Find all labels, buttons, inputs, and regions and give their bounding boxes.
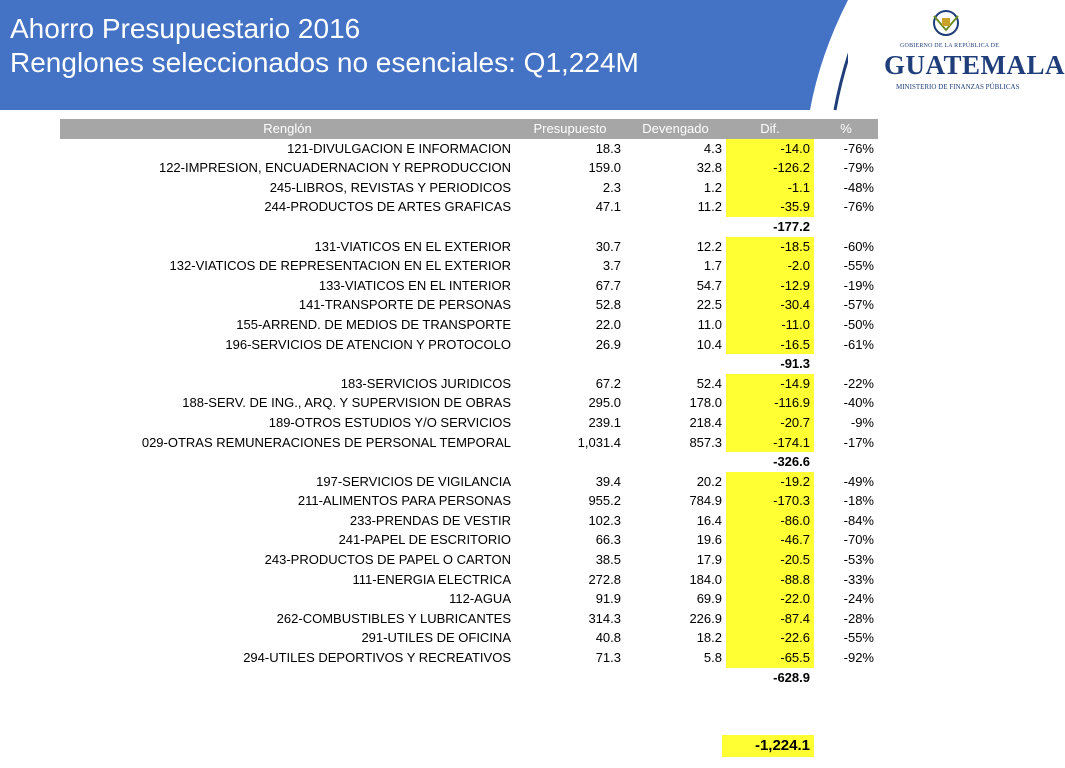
grand-total: -1,224.1	[722, 735, 814, 757]
empty-cell	[625, 668, 726, 688]
empty-cell	[625, 452, 726, 472]
cell-presupuesto: 3.7	[602, 258, 621, 274]
cell-porcentaje: -79%	[843, 160, 874, 176]
cell-presupuesto: 67.2	[595, 375, 621, 391]
cell-diferencia: -20.7	[726, 413, 814, 433]
table-row	[60, 374, 878, 394]
table-row	[60, 491, 878, 511]
table-header-row	[60, 119, 878, 139]
cell-presupuesto: 102.3	[588, 512, 621, 528]
table-row	[60, 433, 878, 453]
cell-renglon: 183-SERVICIOS JURIDICOS	[340, 375, 511, 391]
cell-diferencia: -11.0	[726, 315, 814, 335]
cell-porcentaje: -55%	[843, 258, 874, 274]
cell-presupuesto: 314.3	[588, 610, 621, 626]
table-row	[60, 570, 878, 590]
cell-renglon: 112-AGUA	[449, 591, 511, 607]
cell-renglon: 291-UTILES DE OFICINA	[361, 630, 511, 646]
empty-cell	[60, 668, 515, 688]
cell-devengado: 32.8	[696, 160, 722, 176]
cell-presupuesto: 91.9	[595, 591, 621, 607]
subtotal-row	[60, 354, 878, 374]
cell-renglon: 132-VIATICOS DE REPRESENTACION EN EL EXTERIOR	[169, 258, 511, 274]
cell-diferencia: -16.5	[726, 335, 814, 355]
cell-renglon: 188-SERV. DE ING., ARQ. Y SUPERVISION DE OBRAS	[182, 395, 511, 411]
cell-devengado: 784.9	[689, 493, 722, 509]
cell-porcentaje: -49%	[843, 473, 874, 489]
cell-devengado: 11.2	[697, 199, 722, 215]
cell-renglon: 133-VIATICOS EN EL INTERIOR	[318, 277, 511, 293]
cell-presupuesto: 272.8	[588, 571, 621, 587]
cell-renglon: 245-LIBROS, REVISTAS Y PERIODICOS	[269, 179, 511, 195]
table-row	[60, 197, 878, 217]
cell-devengado: 10.4	[696, 336, 722, 352]
cell-diferencia: -19.2	[726, 472, 814, 492]
cell-porcentaje: -19%	[843, 277, 874, 293]
table-row	[60, 413, 878, 433]
cell-renglon: 029-OTRAS REMUNERACIONES DE PERSONAL TEMPORAL	[141, 434, 511, 450]
cell-presupuesto: 295.0	[588, 395, 621, 411]
cell-porcentaje: -55%	[843, 630, 874, 646]
cell-renglon: 111-ENERGIA ELECTRICA	[352, 571, 511, 587]
cell-devengado: 20.2	[696, 473, 722, 489]
column-header-presupuesto: Presupuesto	[515, 119, 625, 139]
cell-porcentaje: -53%	[843, 552, 874, 568]
cell-presupuesto: 52.8	[595, 297, 621, 313]
cell-diferencia: -22.0	[726, 589, 814, 609]
cell-renglon: 196-SERVICIOS DE ATENCION Y PROTOCOLO	[225, 336, 511, 352]
cell-porcentaje: -76%	[843, 199, 874, 215]
empty-cell	[60, 217, 515, 237]
cell-presupuesto: 239.1	[588, 414, 621, 430]
cell-presupuesto: 66.3	[595, 532, 621, 548]
cell-diferencia: -14.9	[726, 374, 814, 394]
cell-porcentaje: -22%	[843, 375, 874, 391]
table-row	[60, 237, 878, 257]
cell-devengado: 1.7	[703, 258, 722, 274]
table-body	[60, 139, 878, 688]
cell-diferencia: -116.9	[726, 393, 814, 413]
cell-presupuesto: 1,031.4	[577, 434, 621, 450]
table-row	[60, 315, 878, 335]
cell-diferencia: -87.4	[726, 609, 814, 629]
cell-diferencia: -46.7	[726, 530, 814, 550]
table-row	[60, 628, 878, 648]
column-header-porcentaje: %	[814, 119, 878, 139]
title-line-2: Renglones seleccionados no esenciales: Q1,224M	[10, 47, 639, 78]
empty-cell	[814, 217, 878, 237]
empty-cell	[60, 354, 515, 374]
table-row	[60, 276, 878, 296]
table-row	[60, 589, 878, 609]
cell-renglon: 189-OTROS ESTUDIOS Y/O SERVICIOS	[268, 414, 511, 430]
subtotal-row	[60, 217, 878, 237]
cell-diferencia: -20.5	[726, 550, 814, 570]
table-row	[60, 609, 878, 629]
cell-renglon: 197-SERVICIOS DE VIGILANCIA	[316, 473, 511, 489]
budget-table	[60, 119, 878, 687]
cell-diferencia: -22.6	[726, 628, 814, 648]
table-row	[60, 256, 878, 276]
cell-devengado: 5.8	[703, 650, 722, 666]
slide-title	[10, 12, 639, 80]
cell-porcentaje: -84%	[843, 512, 874, 528]
cell-devengado: 52.4	[696, 375, 722, 391]
empty-cell	[814, 452, 878, 472]
cell-devengado: 11.0	[697, 316, 722, 332]
cell-devengado: 22.5	[696, 297, 722, 313]
subtotal-row	[60, 452, 878, 472]
cell-presupuesto: 26.9	[595, 336, 621, 352]
table-row	[60, 393, 878, 413]
title-line-1: Ahorro Presupuestario 2016	[10, 13, 361, 44]
cell-diferencia: -126.2	[726, 158, 814, 178]
subtotal-value: -326.6	[773, 454, 810, 470]
cell-devengado: 12.2	[696, 238, 722, 254]
cell-devengado: 17.9	[696, 552, 722, 568]
subtotal-value: -177.2	[773, 218, 810, 234]
cell-renglon: 131-VIATICOS EN EL EXTERIOR	[314, 238, 511, 254]
cell-diferencia: -12.9	[726, 276, 814, 296]
cell-diferencia: -65.5	[726, 648, 814, 668]
cell-porcentaje: -76%	[843, 140, 874, 156]
cell-renglon: 243-PRODUCTOS DE PAPEL O CARTON	[264, 552, 511, 568]
cell-porcentaje: -70%	[843, 532, 874, 548]
cell-presupuesto: 30.7	[595, 238, 621, 254]
empty-cell	[515, 668, 625, 688]
column-header-devengado: Devengado	[625, 119, 726, 139]
empty-cell	[515, 452, 625, 472]
cell-porcentaje: -48%	[843, 179, 874, 195]
cell-porcentaje: -17%	[843, 434, 874, 450]
cell-diferencia: -18.5	[726, 237, 814, 257]
cell-diferencia: -30.4	[726, 295, 814, 315]
cell-devengado: 19.6	[696, 532, 722, 548]
subtotal-value: -628.9	[773, 669, 810, 685]
cell-renglon: 241-PAPEL DE ESCRITORIO	[338, 532, 511, 548]
cell-diferencia: -14.0	[726, 139, 814, 159]
empty-cell	[515, 354, 625, 374]
table-row	[60, 511, 878, 531]
cell-diferencia: -2.0	[726, 256, 814, 276]
table-row	[60, 295, 878, 315]
cell-presupuesto: 2.3	[602, 179, 621, 195]
cell-devengado: 1.2	[703, 179, 722, 195]
cell-presupuesto: 71.3	[595, 650, 621, 666]
cell-presupuesto: 22.0	[595, 316, 621, 332]
cell-devengado: 218.4	[689, 414, 722, 430]
cell-presupuesto: 955.2	[588, 493, 621, 509]
cell-renglon: 294-UTILES DEPORTIVOS Y RECREATIVOS	[243, 650, 511, 666]
column-header-renglon: Renglón	[60, 119, 515, 139]
logo-bottom-text: MINISTERIO DE FINANZAS PÚBLICAS	[896, 83, 1020, 91]
cell-devengado: 16.4	[696, 512, 722, 528]
empty-cell	[60, 452, 515, 472]
empty-cell	[515, 217, 625, 237]
cell-diferencia: -170.3	[726, 491, 814, 511]
cell-renglon: 121-DIVULGACION E INFORMACION	[287, 140, 511, 156]
cell-devengado: 184.0	[689, 571, 722, 587]
cell-diferencia: -88.8	[726, 570, 814, 590]
empty-cell	[625, 217, 726, 237]
cell-devengado: 18.2	[696, 630, 722, 646]
cell-porcentaje: -28%	[843, 610, 874, 626]
cell-porcentaje: -9%	[850, 414, 874, 430]
cell-devengado: 178.0	[689, 395, 722, 411]
logo-top-text: GOBIERNO DE LA REPÚBLICA DE	[900, 43, 1000, 49]
cell-renglon: 155-ARREND. DE MEDIOS DE TRANSPORTE	[236, 316, 511, 332]
cell-diferencia: -86.0	[726, 511, 814, 531]
cell-diferencia: -174.1	[726, 433, 814, 453]
cell-renglon: 244-PRODUCTOS DE ARTES GRAFICAS	[264, 199, 511, 215]
empty-cell	[814, 354, 878, 374]
table-row	[60, 530, 878, 550]
cell-diferencia: -1.1	[726, 178, 814, 198]
cell-devengado: 54.7	[696, 277, 722, 293]
cell-presupuesto: 38.5	[595, 552, 621, 568]
cell-renglon: 122-IMPRESION, ENCUADERNACION Y REPRODUCCION	[158, 160, 511, 176]
cell-presupuesto: 39.4	[595, 473, 621, 489]
cell-porcentaje: -33%	[843, 571, 874, 587]
cell-porcentaje: -57%	[843, 297, 874, 313]
cell-renglon: 233-PRENDAS DE VESTIR	[349, 512, 511, 528]
empty-cell	[814, 668, 878, 688]
column-header-diferencia: Dif.	[726, 119, 814, 139]
cell-porcentaje: -60%	[843, 238, 874, 254]
table-row	[60, 139, 878, 159]
subtotal-row	[60, 668, 878, 688]
table-row	[60, 178, 878, 198]
cell-devengado: 4.3	[703, 140, 722, 156]
cell-porcentaje: -50%	[843, 316, 874, 332]
cell-presupuesto: 18.3	[595, 140, 621, 156]
table-row	[60, 648, 878, 668]
cell-porcentaje: -40%	[843, 395, 874, 411]
table-row	[60, 335, 878, 355]
cell-renglon: 141-TRANSPORTE DE PERSONAS	[298, 297, 511, 313]
subtotal-value: -91.3	[780, 356, 810, 372]
cell-devengado: 69.9	[696, 591, 722, 607]
cell-porcentaje: -92%	[843, 650, 874, 666]
table-row	[60, 158, 878, 178]
cell-presupuesto: 47.1	[595, 199, 621, 215]
cell-porcentaje: -61%	[843, 336, 874, 352]
table-row	[60, 550, 878, 570]
cell-diferencia: -35.9	[726, 197, 814, 217]
cell-presupuesto: 40.8	[595, 630, 621, 646]
slide-header	[0, 0, 1065, 110]
empty-cell	[625, 354, 726, 374]
cell-porcentaje: -24%	[843, 591, 874, 607]
cell-devengado: 857.3	[689, 434, 722, 450]
cell-renglon: 211-ALIMENTOS PARA PERSONAS	[297, 493, 511, 509]
cell-devengado: 226.9	[689, 610, 722, 626]
table-row	[60, 472, 878, 492]
coat-of-arms-icon	[928, 6, 964, 40]
cell-porcentaje: -18%	[843, 493, 874, 509]
logo-main-text: GUATEMALA	[884, 50, 1065, 80]
cell-renglon: 262-COMBUSTIBLES Y LUBRICANTES	[276, 610, 511, 626]
cell-presupuesto: 67.7	[595, 277, 621, 293]
cell-presupuesto: 159.0	[588, 160, 621, 176]
